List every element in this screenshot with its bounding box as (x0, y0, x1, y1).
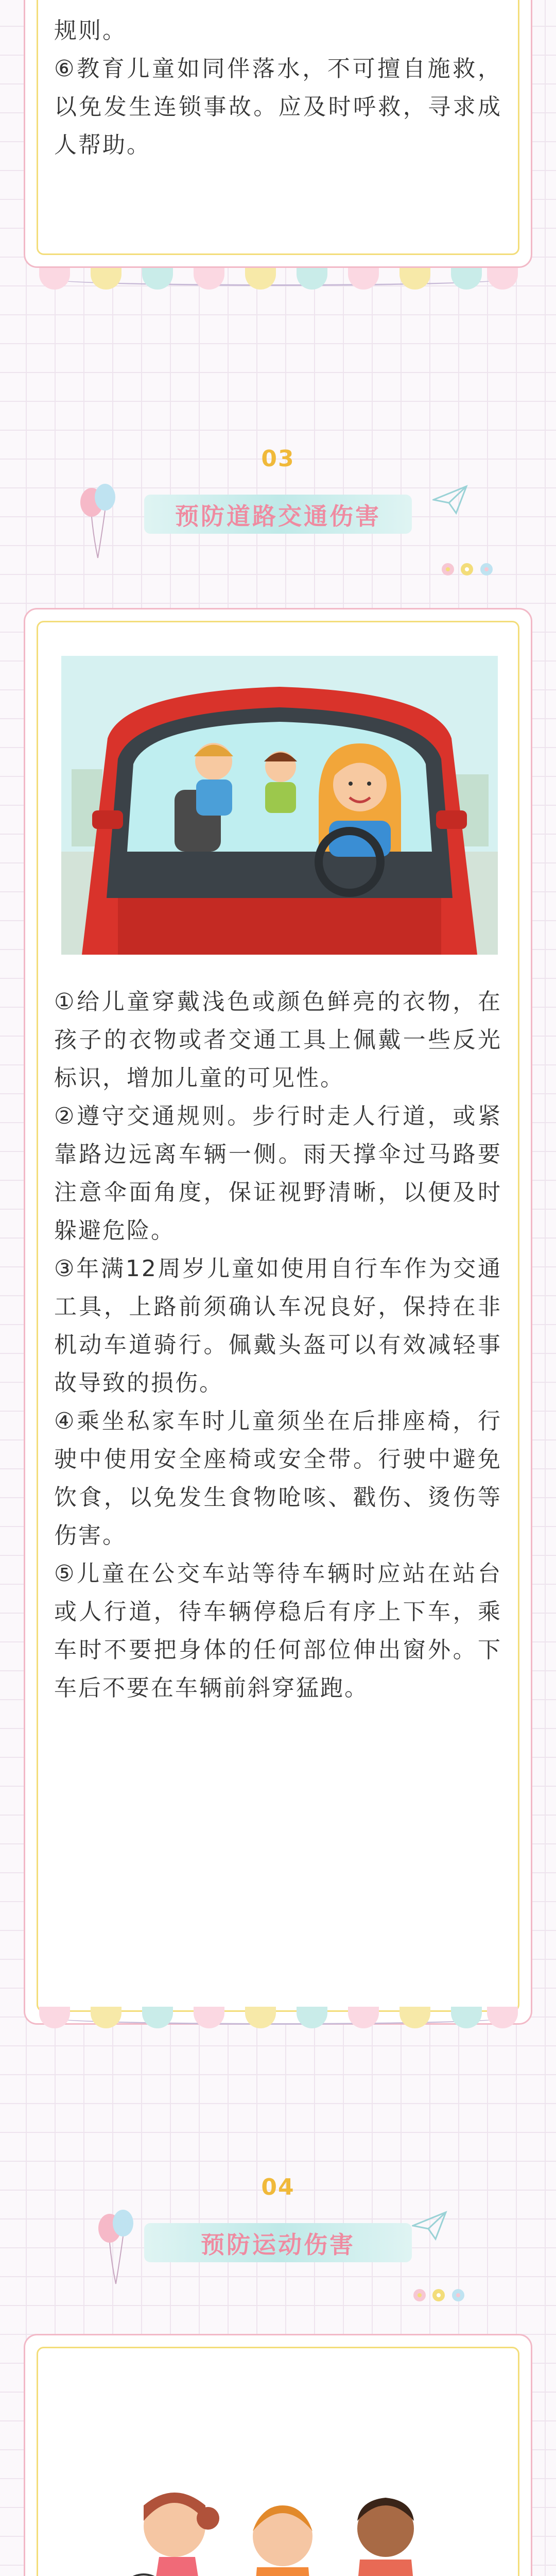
balloon-icon (77, 482, 118, 559)
paragraph: ⑤儿童在公交车站等待车辆时应站在站台或人行道，待车辆停稳后有序上下车，乘车时不要把身体的任何部位伸出窗外。下车后不要在车辆前斜穿猛跑。 (54, 1561, 502, 1701)
card-text (54, 983, 502, 1707)
section-title: 预防运动伤害 (201, 2231, 355, 2259)
content-card-traffic (24, 608, 532, 2025)
section-title-banner (113, 489, 443, 539)
paper-plane-icon (432, 484, 468, 515)
section-title-banner (113, 2218, 443, 2267)
section-number: 04 (261, 2174, 295, 2200)
paragraph: ②遵守交通规则。步行时走人行道，或紧靠路边远离车辆一侧。雨天撑伞过马路要注意伞面角度，保证视野清晰，以便及时躲避危险。 (54, 1103, 502, 1244)
paragraph: ④乘坐私家车时儿童须坐在后排座椅，行驶中使用安全座椅或安全带。行驶中避免饮食，以免发生食物呛咳、戳伤、烫伤等伤害。 (54, 1408, 502, 1549)
section-title: 预防道路交通伤害 (175, 502, 381, 530)
paragraph: ①给儿童穿戴浅色或颜色鲜亮的衣物，在孩子的衣物或者交通工具上佩戴一些反光标识，增加儿童的可见性。 (54, 989, 502, 1091)
paragraph: ③年满12周岁儿童如使用自行车作为交通工具，上路前须确认车况良好，保持在非机动车道骑行。佩戴头盔可以有效减轻事故导致的损伤。 (54, 1256, 502, 1396)
content-card-sports (24, 2334, 532, 2576)
card-text (54, 12, 502, 164)
flowers-icon (412, 2285, 468, 2306)
paragraph: 规则。 (54, 18, 127, 44)
illustration-family-in-car (61, 656, 498, 955)
bunting-decoration (24, 268, 532, 304)
flowers-icon (440, 559, 497, 580)
bunting-decoration (24, 2007, 532, 2043)
paragraph: ⑥教育儿童如同伴落水，不可擅自施救，以免发生连锁事故。应及时呼救，寻求成人帮助。 (54, 56, 502, 158)
paper-plane-icon (412, 2210, 448, 2241)
illustration-kids-playing-soccer (77, 2428, 483, 2576)
section-number: 03 (261, 446, 295, 472)
content-card-drowning (24, 0, 532, 268)
